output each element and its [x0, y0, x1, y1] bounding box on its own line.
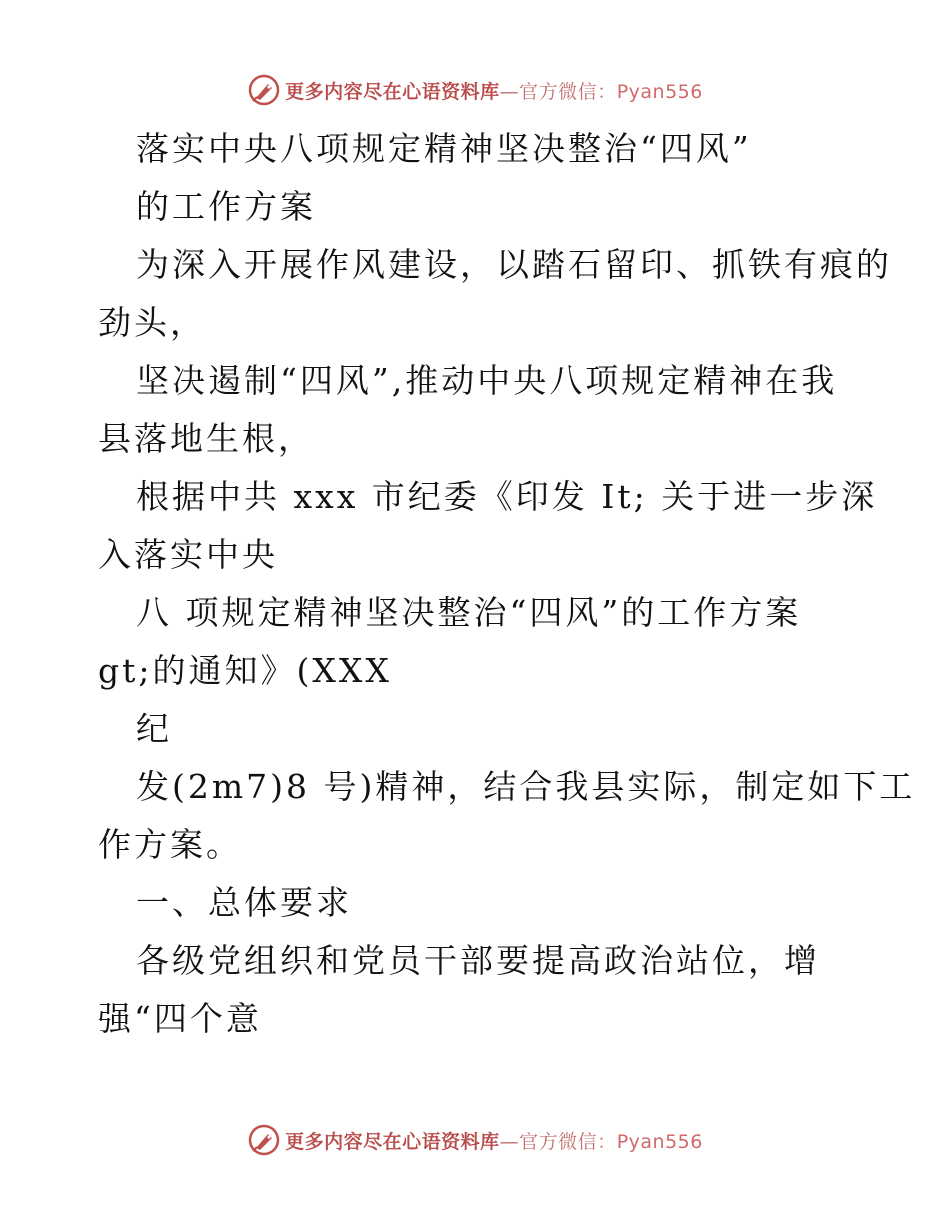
paragraph-line: 根据中共 xxx 市纪委《印发 It; 关于进一步深 — [136, 477, 878, 516]
paragraph-line: 坚决遏制“四风”,推动中央八项规定精神在我 — [136, 361, 838, 400]
pen-nib-logo-icon — [247, 1123, 281, 1157]
watermark-separator: —官方微信： — [499, 80, 617, 103]
paragraph-line: 各级党组织和党员干部要提高政治站位，增 — [136, 941, 820, 980]
watermark-main: 更多内容尽在心语资料库 — [285, 1130, 500, 1153]
doc-title-line-1: 落实中央八项规定精神坚决整治“四风” — [136, 129, 752, 168]
watermark-main: 更多内容尽在心语资料库 — [285, 80, 500, 103]
paragraph-line: 县落地生根， — [98, 419, 314, 458]
paragraph-line: 强“四个意 — [98, 999, 262, 1038]
paragraph-line: gt;的通知》(XXX — [98, 651, 392, 690]
section-heading: 一、总体要求 — [136, 883, 352, 922]
watermark-footer — [0, 1120, 950, 1160]
paragraph-line: 作方案。 — [98, 825, 242, 864]
paragraph-line: 入落实中央 — [98, 535, 278, 574]
watermark-text — [285, 1127, 703, 1154]
watermark-wechat-id: Pyan556 — [616, 1130, 703, 1153]
pen-nib-logo-icon — [247, 73, 281, 107]
watermark-separator: —官方微信： — [499, 1130, 617, 1153]
watermark-header — [0, 70, 950, 110]
watermark-text — [285, 77, 703, 104]
paragraph-line: 为深入开展作风建设，以踏石留印、抓铁有痕的 — [136, 245, 892, 284]
paragraph-line: 发(2m7)8 号)精神，结合我县实际，制定如下工 — [136, 767, 916, 806]
paragraph-line: 劲头， — [98, 303, 206, 342]
paragraph-line: 纪 — [136, 709, 172, 748]
watermark-wechat-id: Pyan556 — [616, 80, 703, 103]
doc-title-line-2: 的工作方案 — [136, 187, 316, 226]
paragraph-line: 八 项规定精神坚决整治“四风”的工作方案 — [136, 593, 802, 632]
